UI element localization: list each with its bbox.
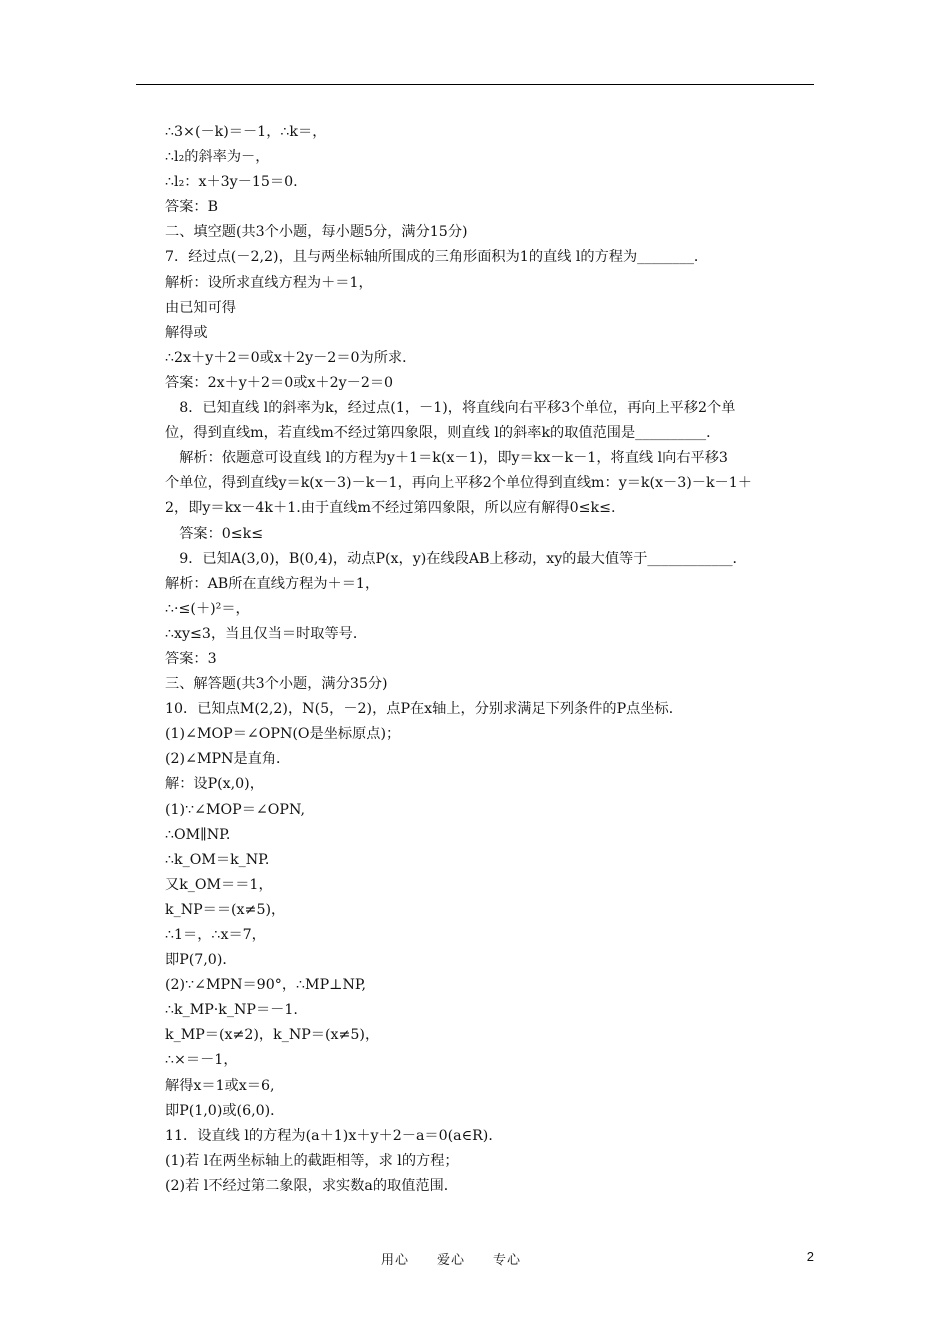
text-line: k_NP＝＝(x≠5)， <box>165 901 286 918</box>
text-line: 即P(7,0)． <box>165 952 237 969</box>
question-8: 8．已知直线 l的斜率为k，经过点(1，－1)，将直线向右平移3个单位，再向上平移2个单 <box>165 400 736 417</box>
footer-motto-2: 爱心 <box>437 1253 466 1268</box>
text-line: ∴1＝，∴x＝7， <box>165 927 266 943</box>
answer-line: 答案：0≤k≤ <box>165 525 264 542</box>
text-line: ∴xy≤3，当且仅当＝时取等号． <box>165 625 368 642</box>
page-number: 2 <box>806 1249 814 1264</box>
text-line: 解得x＝1或x＝6, <box>165 1077 275 1094</box>
text-line: (2)∵∠MPN＝90°，∴MP⊥NP, <box>165 977 367 994</box>
footer-motto-3: 专心 <box>493 1253 522 1268</box>
answer-line: 答案：B <box>165 199 218 216</box>
text-line: ∴l₂：x＋3y－15＝0. <box>165 174 298 191</box>
text-line: k_MP＝(x≠2)，k_NP＝(x≠5)， <box>165 1027 380 1044</box>
text-line: 位，得到直线m，若直线m不经过第四象限，则直线 l的斜率k的取值范围是__________． <box>165 425 721 442</box>
text-line: 解析：依题意可设直线 l的方程为y＋1＝k(x－1)，即y＝kx－k－1，将直线 l向右平移3 <box>165 450 728 467</box>
text-line: ∴k_OM＝k_NP. <box>165 851 270 868</box>
text-line: ∴·≤(＋)²＝， <box>165 600 250 617</box>
text-line: ∴k_MP·k_NP＝－1. <box>165 1002 298 1019</box>
text-line: ∴l₂的斜率为－， <box>165 149 270 166</box>
section-heading: 二、填空题(共3个小题，每小题5分，满分15分) <box>165 224 468 241</box>
question-10: 10．已知点M(2,2)，N(5，－2)，点P在x轴上，分别求满足下列条件的P点坐标． <box>165 701 683 718</box>
text-line: ∴3×(－k)＝－1，∴k＝， <box>165 124 327 140</box>
text-line: (2)若 l不经过第二象限，求实数a的取值范围． <box>165 1177 458 1194</box>
document-body <box>165 120 815 1199</box>
question-9: 9．已知A(3,0)，B(0,4)，动点P(x，y)在线段AB上移动，xy的最大值等于____________． <box>165 550 747 567</box>
text-line: 即P(1,0)或(6,0)． <box>165 1102 285 1119</box>
question-11: 11．设直线 l的方程为(a＋1)x＋y＋2－a＝0(a∈R)． <box>165 1127 503 1144</box>
section-heading: 三、解答题(共3个小题，满分35分) <box>165 676 388 693</box>
text-line: (1)若 l在两坐标轴上的截距相等，求 l的方程； <box>165 1152 459 1169</box>
footer-motto-1: 用心 <box>381 1253 410 1268</box>
text-line: 解得或 <box>165 324 208 341</box>
text-line: (1)∠MOP＝∠OPN(O是坐标原点)； <box>165 726 401 743</box>
question-7: 7．经过点(－2,2)，且与两坐标轴所围成的三角形面积为1的直线 l的方程为________． <box>165 249 709 266</box>
footer-motto <box>381 1249 549 1268</box>
header-rule <box>136 84 814 85</box>
text-line: ∴×＝－1， <box>165 1052 238 1069</box>
text-line: 2，即y＝kx－4k＋1.由于直线m不经过第四象限，所以应有解得0≤k≤. <box>165 500 616 517</box>
text-line: 解析：设所求直线方程为＋＝1， <box>165 274 373 291</box>
text-line: (1)∵∠MOP＝∠OPN, <box>165 801 305 818</box>
text-line: 解：设P(x,0)， <box>165 776 264 793</box>
text-line: 个单位，得到直线y＝k(x－3)－k－1，再向上平移2个单位得到直线m：y＝k(x－3)－k－1＋ <box>165 475 752 492</box>
text-line: 解析：AB所在直线方程为＋＝1， <box>165 575 380 592</box>
text-line: 又k_OM＝＝1， <box>165 876 273 893</box>
answer-line: 答案：3 <box>165 650 217 667</box>
text-line: 由已知可得 <box>165 299 236 316</box>
text-line: ∴OM∥NP. <box>165 826 231 843</box>
answer-line: 答案：2x＋y＋2＝0或x＋2y－2＝0 <box>165 374 394 391</box>
text-line: ∴2x＋y＋2＝0或x＋2y－2＝0为所求． <box>165 349 417 366</box>
text-line: (2)∠MPN是直角． <box>165 751 291 768</box>
